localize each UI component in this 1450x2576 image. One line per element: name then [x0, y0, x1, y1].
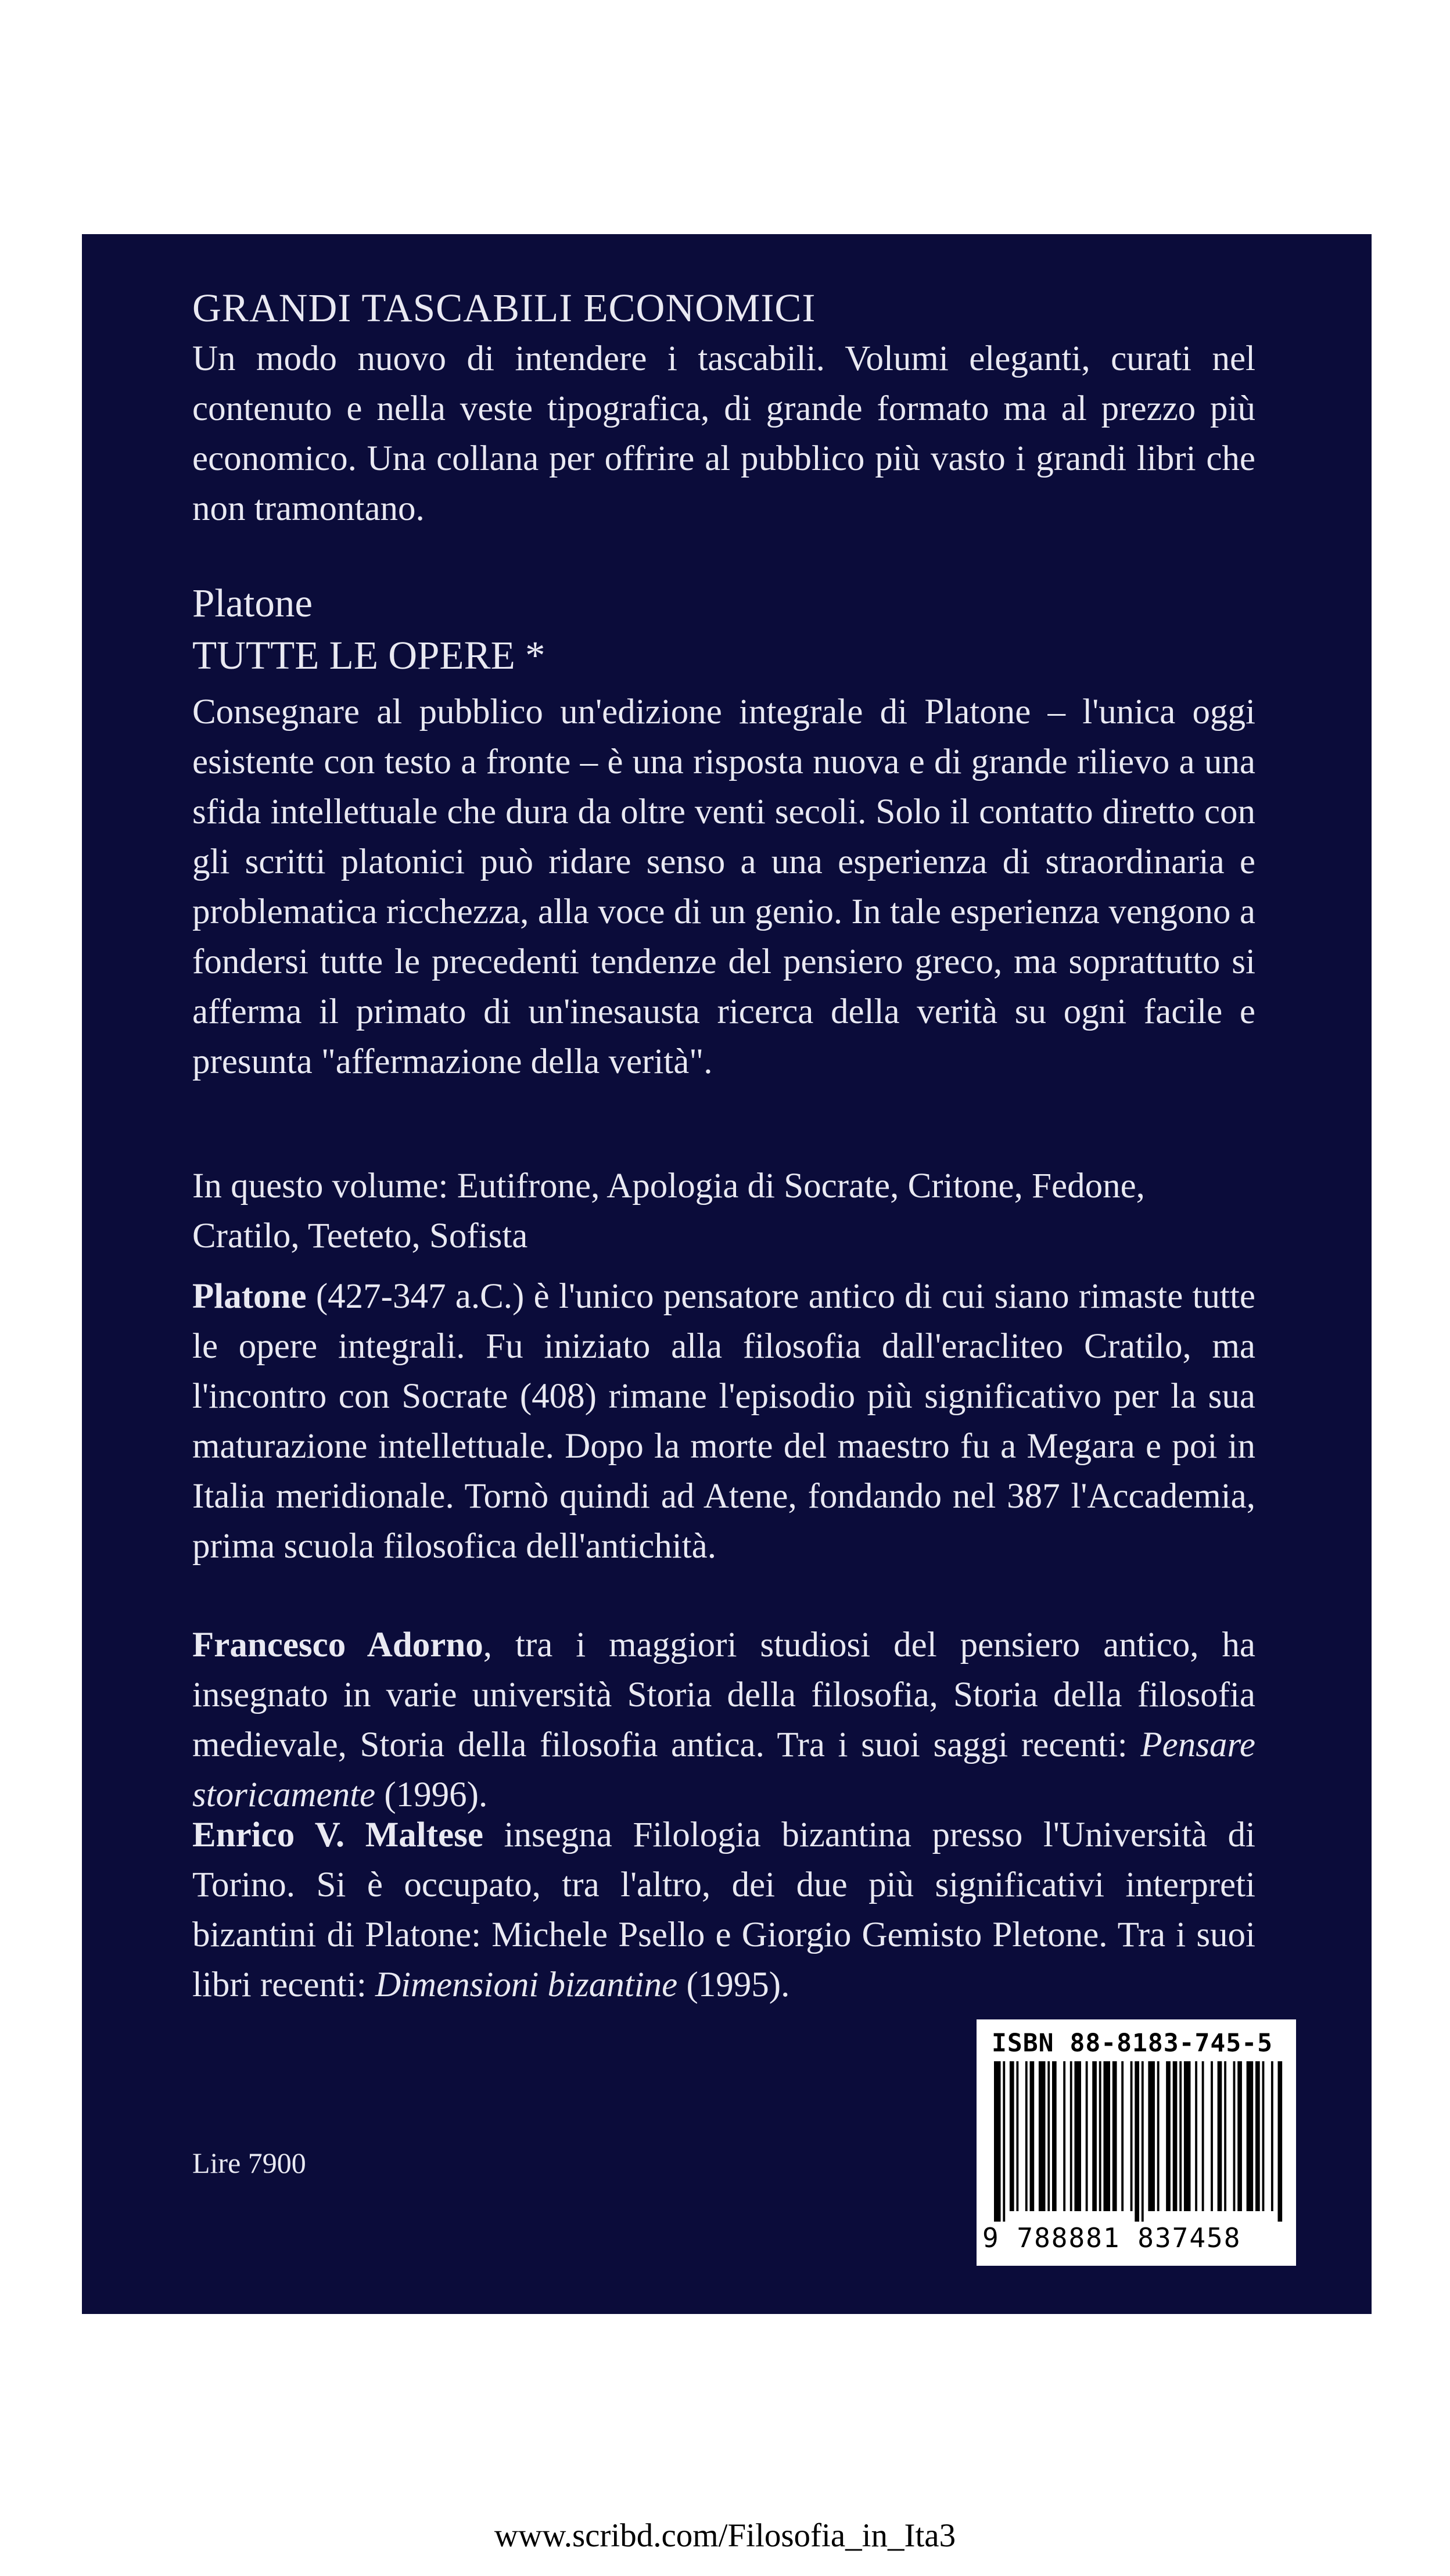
- maltese-year: (1995).: [677, 1965, 790, 2004]
- book-title-block: [192, 577, 1255, 681]
- barcode-bar: [1218, 2061, 1222, 2211]
- barcode-bar: [1003, 2061, 1005, 2222]
- barcode-bar: [1173, 2061, 1178, 2211]
- barcode-bars: [994, 2061, 1284, 2222]
- footer-url: www.scribd.com/Filosofia_in_Ita3: [494, 2517, 956, 2554]
- volume-contents: [192, 1161, 1255, 1261]
- barcode-bar: [1157, 2061, 1160, 2211]
- barcode-bar: [1025, 2061, 1028, 2211]
- barcode-bar: [1195, 2061, 1197, 2211]
- adorno-name: Francesco Adorno: [192, 1626, 483, 1664]
- bio-name: Platone: [192, 1277, 307, 1316]
- barcode-bar: [1070, 2061, 1072, 2211]
- barcode-bar: [1099, 2061, 1101, 2211]
- barcode-bar: [1086, 2061, 1088, 2211]
- barcode-bar: [1255, 2061, 1260, 2211]
- barcode-bar: [1148, 2061, 1155, 2211]
- maltese-name: Enrico V. Maltese: [192, 1816, 483, 1854]
- barcode-bar: [1030, 2061, 1035, 2211]
- barcode-bar: [1039, 2061, 1046, 2211]
- curator-maltese: [192, 1810, 1255, 2010]
- barcode-bar: [1247, 2061, 1254, 2211]
- maltese-book: Dimensioni bizantine: [375, 1965, 678, 2004]
- isbn-barcode: [977, 2019, 1296, 2266]
- isbn-number: ISBN 88-8183-745-5: [992, 2029, 1273, 2058]
- barcode-bar: [1130, 2061, 1133, 2211]
- adorno-text: , tra i maggiori studiosi del pensiero antico, ha insegnato in varie università Storia della filosofia, Storia della filosofia medievale, Storia della filosofia antica. Tra i suoi saggi recenti:: [192, 1626, 1255, 1764]
- adorno-book: Pensare storicamente: [192, 1725, 1255, 1814]
- series-heading: GRANDI TASCABILI ECONOMICI: [192, 286, 816, 330]
- barcode-bar: [1016, 2061, 1018, 2211]
- barcode-bar: [1179, 2061, 1182, 2211]
- barcode-bar: [1010, 2061, 1014, 2211]
- book-author: Platone: [192, 581, 313, 625]
- barcode-bar: [1047, 2061, 1050, 2211]
- adorno-year: (1996).: [375, 1775, 488, 1814]
- barcode-bar: [1224, 2061, 1226, 2211]
- barcode-bar: [994, 2061, 1001, 2222]
- ean-number: 9 788881 837458: [982, 2222, 1241, 2254]
- barcode-bar: [1262, 2061, 1265, 2211]
- barcode-bar: [1135, 2061, 1139, 2222]
- book-intro: Consegnare al pubblico un'edizione integrale di Platone – l'unica oggi esistente con testo a fronte – è una risposta nuova e di grande rilievo a una sfida intellettuale che dura da oltre venti secoli. Solo il contatto diretto con gli scritti platonici può ridare senso a una esperienza di straordinaria e problematica ricchezza, alla voce di un genio. In tale esperienza vengono a fondersi tutte le precedenti tendenze del pensiero greco, ma soprattutto si afferma il primato di un'inesausta ricerca della verità su ogni facile e presunta "affermazione della verità".: [192, 693, 1255, 1081]
- curator-adorno: [192, 1620, 1255, 1820]
- barcode-bar: [1184, 2061, 1191, 2211]
- barcode-bar: [1233, 2061, 1236, 2211]
- series-description: Un modo nuovo di intendere i tascabili. Volumi eleganti, curati nel contenuto e nella veste tipografica, di grande formato ma al prezzo più economico. Una collana per offrire al pubblico più vasto i grandi libri che non tramontano.: [192, 339, 1255, 528]
- barcode-bar: [1271, 2061, 1273, 2211]
- barcode-bar: [1121, 2061, 1124, 2211]
- barcode-bar: [1277, 2061, 1282, 2222]
- barcode-bar: [1211, 2061, 1213, 2211]
- barcode-bar: [1092, 2061, 1097, 2211]
- maltese-text: insegna Filologia bizantina presso l'Università di Torino. Si è occupato, tra l'altro, dei due più significativi interpreti bizantini di Platone: Michele Psello e Giorgio Gemisto Pletone. Tra i suoi libri recenti:: [192, 1816, 1256, 2004]
- book-title: TUTTE LE OPERE *: [192, 633, 545, 677]
- barcode-bar: [1052, 2061, 1057, 2211]
- barcode-bar: [1063, 2061, 1065, 2211]
- contents-list: Eutifrone, Apologia di Socrate, Critone, Fedone, Cratilo, Teeteto, Sofista: [192, 1167, 1145, 1255]
- bio-text: (427-347 a.C.) è l'unico pensatore antico di cui siano rimaste tutte le opere integrali. Fu iniziato alla filosofia dall'eracliteo Cratilo, ma l'incontro con Socrate (408) rimane l'episodio più significativo per la sua maturazione intellettuale. Dopo la morte del maestro fu a Megara e poi in Italia meridionale. Tornò quindi ad Atene, fondando nel 387 l'Accademia, prima scuola filosofica dell'antichità.: [192, 1277, 1255, 1566]
- barcode-bar: [1237, 2061, 1242, 2211]
- contents-label: In questo volume:: [192, 1167, 448, 1206]
- barcode-bar: [1166, 2061, 1171, 2211]
- author-bio: [192, 1272, 1255, 1572]
- barcode-bar: [1103, 2061, 1110, 2211]
- barcode-bar: [1074, 2061, 1081, 2211]
- barcode-bar: [1202, 2061, 1204, 2211]
- barcode-bar: [1112, 2061, 1117, 2211]
- back-cover: [82, 234, 1372, 2314]
- price-label: Lire 7900: [192, 2147, 306, 2179]
- barcode-bar: [1142, 2061, 1144, 2222]
